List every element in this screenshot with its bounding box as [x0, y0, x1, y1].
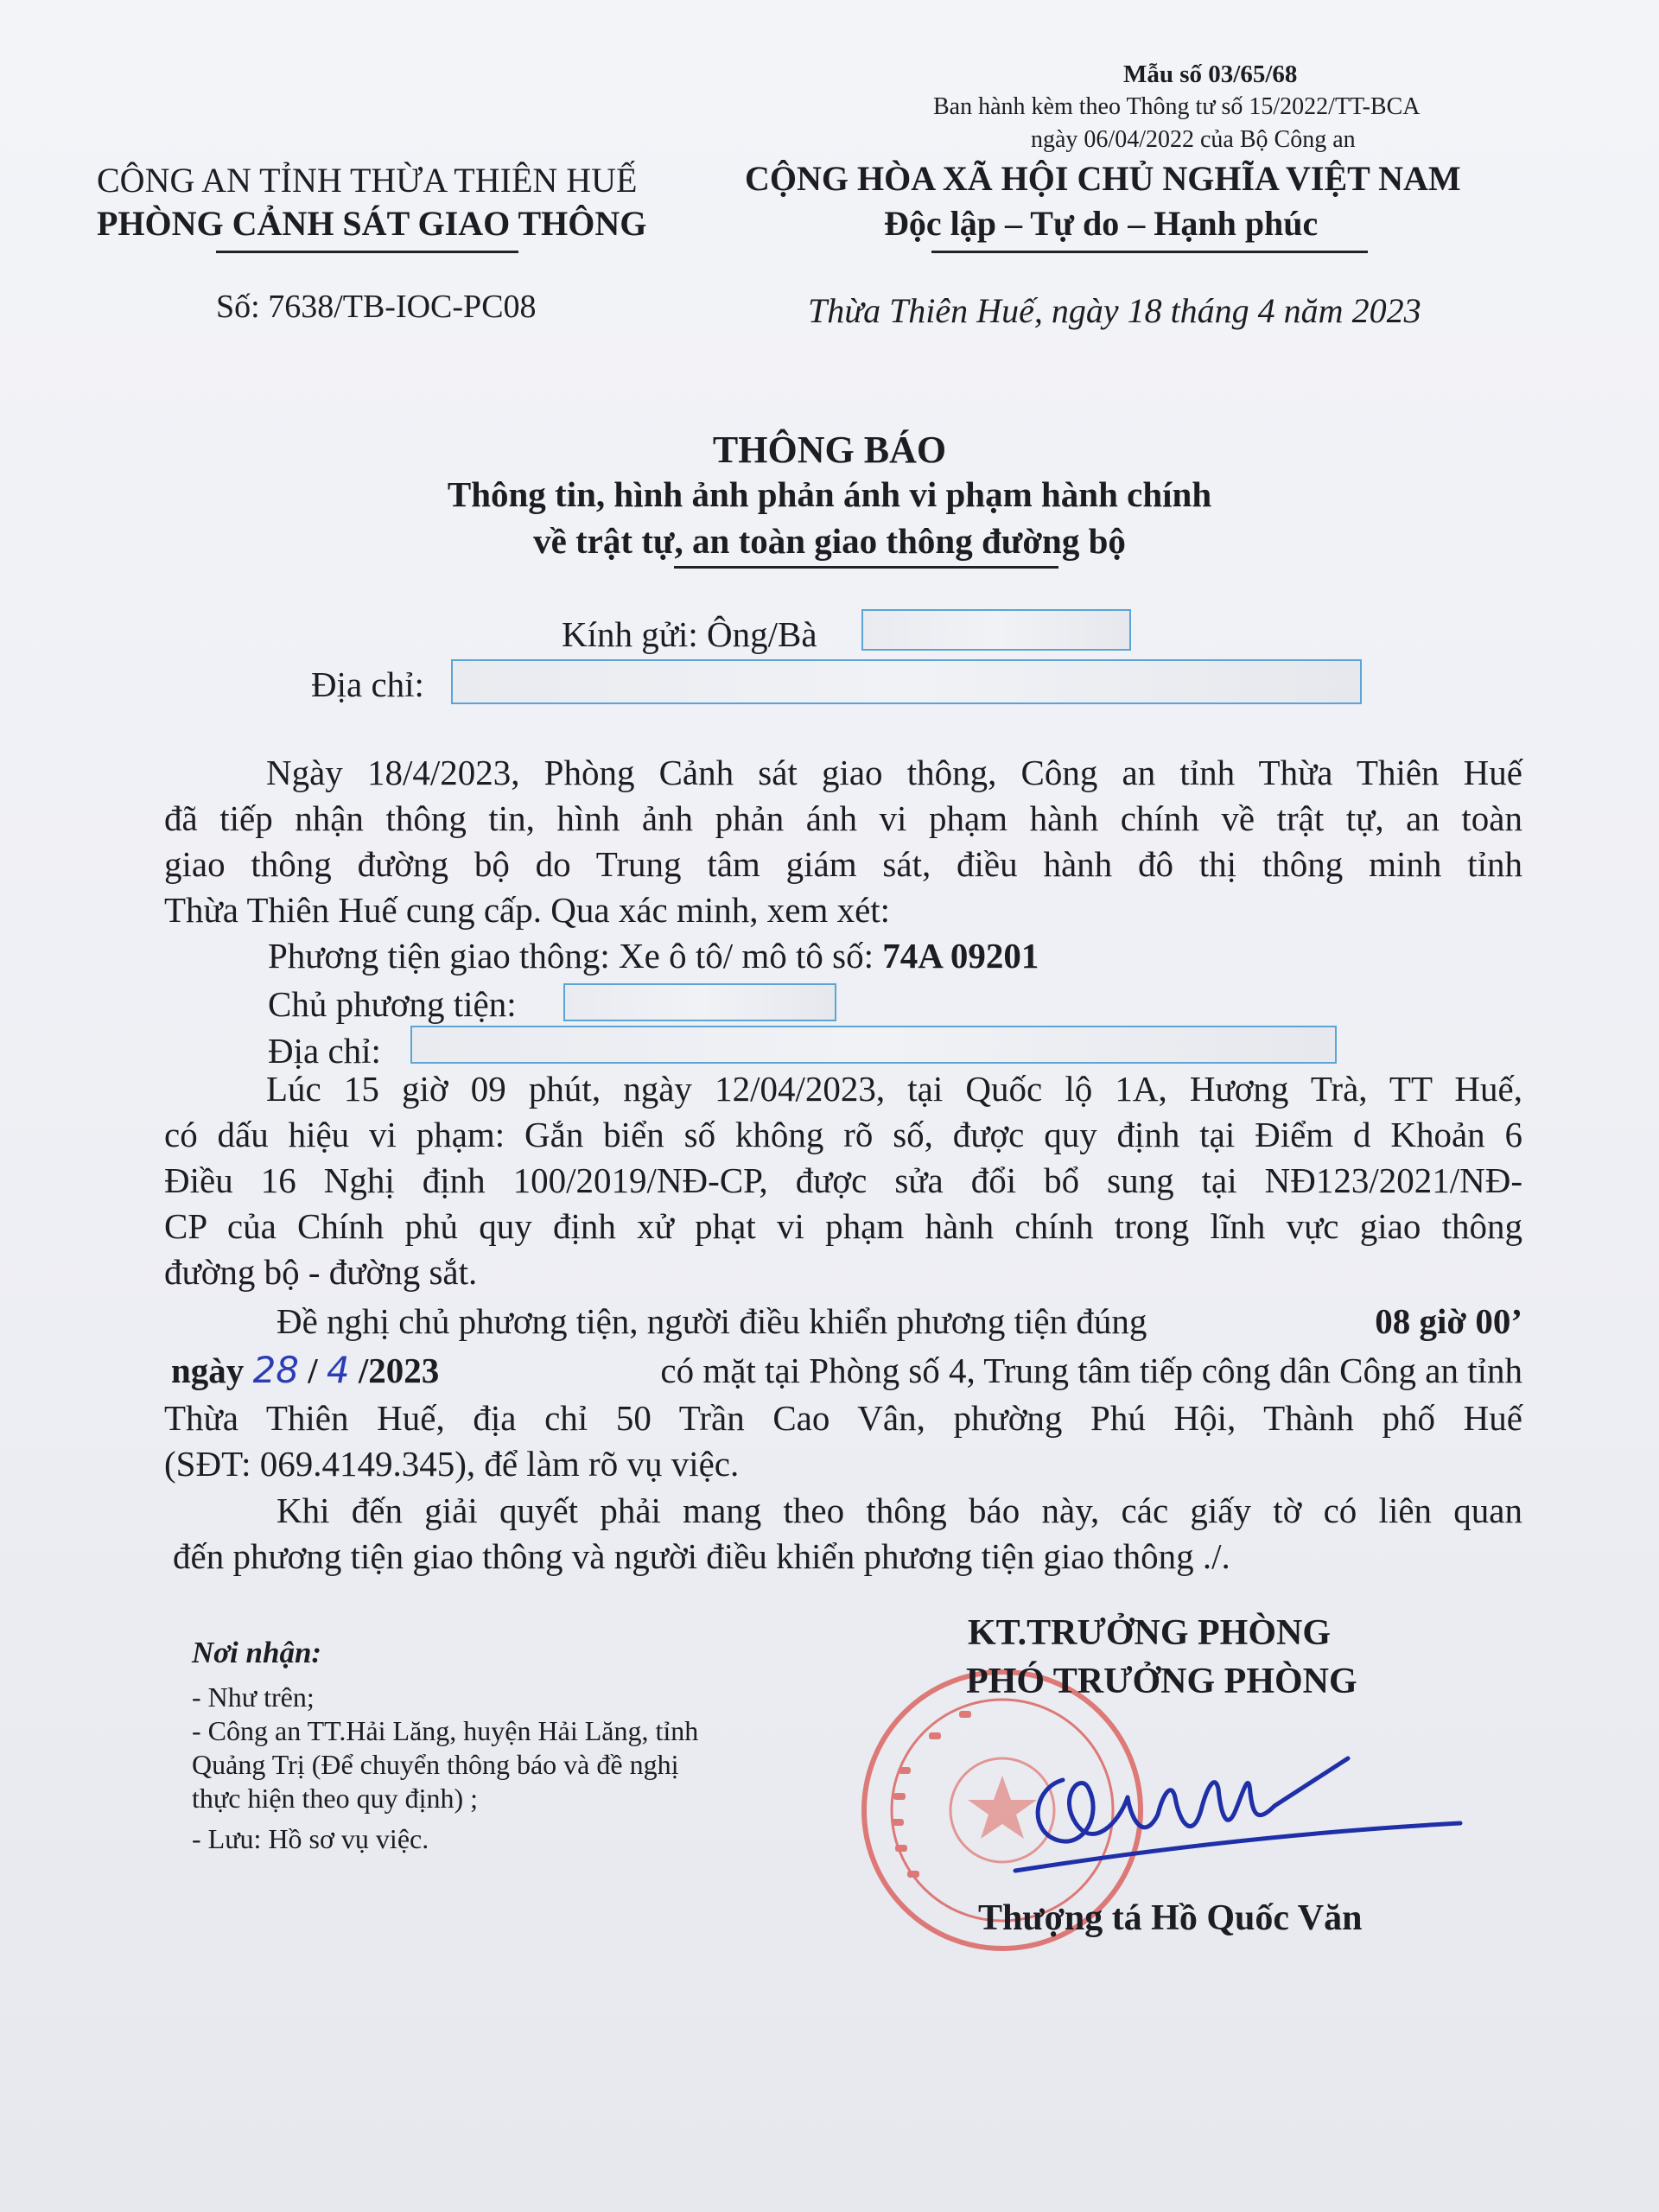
body-line: (SĐT: 069.4149.345), để làm rõ vụ việc. [164, 1444, 740, 1484]
body-line: Khi đến giải quyết phải mang theo thông báo này, các giấy tờ có liên quan [276, 1491, 1522, 1530]
redacted-name [861, 609, 1131, 651]
redacted-address [451, 659, 1362, 704]
redacted-owner [563, 983, 836, 1021]
body-line: Thừa Thiên Huế cung cấp. Qua xác minh, xem xét: [164, 890, 891, 930]
handwritten-day: 28 [252, 1349, 300, 1391]
appointment-year: /2023 [358, 1351, 440, 1390]
motto: Độc lập – Tự do – Hạnh phúc [884, 204, 1319, 243]
body-line: có dấu hiệu vi phạm: Gắn biển số không rõ số, được quy định tại Điểm d Khoản 6 [164, 1115, 1522, 1154]
document-number: Số: 7638/TB-IOC-PC08 [216, 289, 537, 325]
agency-name: CÔNG AN TỈNH THỪA THIÊN HUẾ [97, 161, 638, 200]
body-line: giao thông đường bộ do Trung tâm giám sát, điều hành đô thị thông minh tỉnh [164, 844, 1522, 884]
body-line: Ngày 18/4/2023, Phòng Cảnh sát giao thông, Công an tỉnh Thừa Thiên Huế [266, 753, 1522, 792]
vehicle-label: Phương tiện giao thông: Xe ô tô/ mô tô số: [268, 936, 874, 976]
body-line: CP của Chính phủ quy định xử phạt vi phạm hành chính trong lĩnh vực giao thông [164, 1206, 1522, 1246]
body-line: đường bộ - đường sắt. [164, 1252, 478, 1292]
nation-heading: CỘNG HÒA XÃ HỘI CHỦ NGHĨA VIỆT NAM [745, 159, 1461, 198]
body-line: đã tiếp nhận thông tin, hình ảnh phản ánh vi phạm hành chính về trật tự, an toàn [164, 798, 1522, 838]
appointment-time: 08 giờ 00’ [1375, 1301, 1522, 1341]
recipient-line: Quảng Trị (Để chuyển thông báo và đề nghị [192, 1749, 679, 1780]
handwritten-month: 4 [326, 1349, 350, 1391]
body-line: Thừa Thiên Huế, địa chỉ 50 Trần Cao Vân, phường Phú Hội, Thành phố Huế [164, 1398, 1522, 1438]
date-separator: / [308, 1351, 318, 1390]
signature-title-1: KT.TRƯỞNG PHÒNG [968, 1613, 1331, 1653]
document-subtitle-2: về trật tự, an toàn giao thông đường bộ [533, 521, 1126, 561]
document-title: THÔNG BÁO [712, 429, 947, 471]
license-plate: 74A 09201 [882, 936, 1039, 976]
signature-title-2: PHÓ TRƯỞNG PHÒNG [966, 1662, 1357, 1701]
addressee-label: Kính gửi: Ông/Bà [562, 614, 817, 654]
recipients-title: Nơi nhận: [192, 1636, 322, 1669]
appointment-text: Đề nghị chủ phương tiện, người điều khiển phương tiện đúng [276, 1301, 1147, 1341]
recipient-line: - Như trên; [192, 1681, 315, 1713]
title-underline [674, 566, 1058, 569]
day-label: ngày [171, 1351, 245, 1390]
signer-name: Thượng tá Hồ Quốc Văn [978, 1898, 1363, 1938]
form-date: ngày 06/04/2022 của Bộ Công an [1031, 126, 1356, 153]
form-code: Mẫu số 03/65/68 [1123, 60, 1298, 88]
recipient-line: - Công an TT.Hải Lăng, huyện Hải Lăng, tỉnh [192, 1715, 699, 1746]
body-line: Lúc 15 giờ 09 phút, ngày 12/04/2023, tại Quốc lộ 1A, Hương Trà, TT Huế, [266, 1069, 1522, 1109]
owner-address-label: Địa chỉ: [268, 1031, 381, 1071]
owner-label: Chủ phương tiện: [268, 984, 517, 1024]
recipient-line: - Lưu: Hồ sơ vụ việc. [192, 1823, 429, 1854]
vehicle-line [268, 935, 1039, 976]
appointment-line-1 [276, 1300, 1522, 1342]
appointment-place: có mặt tại Phòng số 4, Trung tâm tiếp công dân Công an tỉnh [660, 1351, 1522, 1390]
place-date: Thừa Thiên Huế, ngày 18 tháng 4 năm 2023 [808, 291, 1421, 330]
body-line: đến phương tiện giao thông và người điều khiển phương tiện giao thông ./. [173, 1536, 1230, 1576]
recipient-line: thực hiện theo quy định) ; [192, 1783, 479, 1814]
document-subtitle-1: Thông tin, hình ảnh phản ánh vi phạm hành chính [447, 474, 1212, 514]
body-line: Điều 16 Nghị định 100/2019/NĐ-CP, được sửa đổi bổ sung tại NĐ123/2021/NĐ- [164, 1160, 1522, 1200]
appointment-date [171, 1349, 439, 1391]
form-basis: Ban hành kèm theo Thông tư số 15/2022/TT-BCA [933, 93, 1421, 120]
department-underline [216, 251, 518, 253]
address-label: Địa chỉ: [311, 664, 424, 704]
redacted-owner-address [410, 1026, 1337, 1064]
department-name: PHÒNG CẢNH SÁT GIAO THÔNG [97, 204, 647, 243]
handwritten-signature [998, 1719, 1482, 1892]
appointment-line-2 [171, 1349, 1522, 1391]
motto-underline [931, 251, 1368, 253]
